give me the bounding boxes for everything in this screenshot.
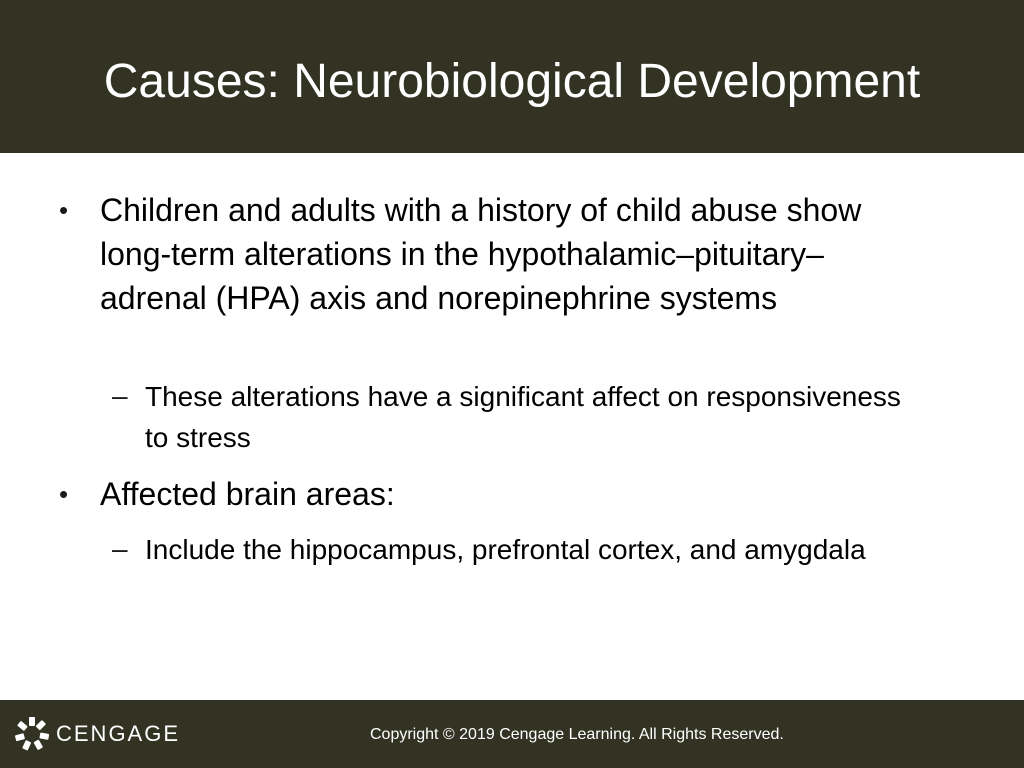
sub-bullet-marker: –: [112, 380, 128, 411]
sub-bullet-text: These alterations have a significant affect on responsiveness to stress: [145, 381, 901, 453]
cengage-logo: [14, 716, 180, 752]
bullet-marker: •: [59, 195, 69, 225]
slide-title: Causes: Neurobiological Development: [103, 55, 921, 108]
slide-header: [0, 0, 1024, 153]
logo-wordmark: CENGAGE: [56, 721, 181, 746]
bullet-text: Children and adults with a history of child abuse show long-term alterations in the hypothalamic–pituitary–adrenal (HPA) axis and norepinephrine systems: [100, 192, 862, 316]
slide-footer: [0, 700, 1024, 768]
sub-bullet-marker: –: [112, 533, 128, 564]
bullet-marker: •: [59, 479, 69, 509]
bullet-text: Affected brain areas:: [100, 476, 395, 512]
cengage-starburst-icon: [14, 716, 50, 752]
copyright-text: Copyright © 2019 Cengage Learning. All Rights Reserved.: [370, 726, 784, 743]
sub-bullet-text: Include the hippocampus, prefrontal cortex, and amygdala: [145, 534, 866, 565]
